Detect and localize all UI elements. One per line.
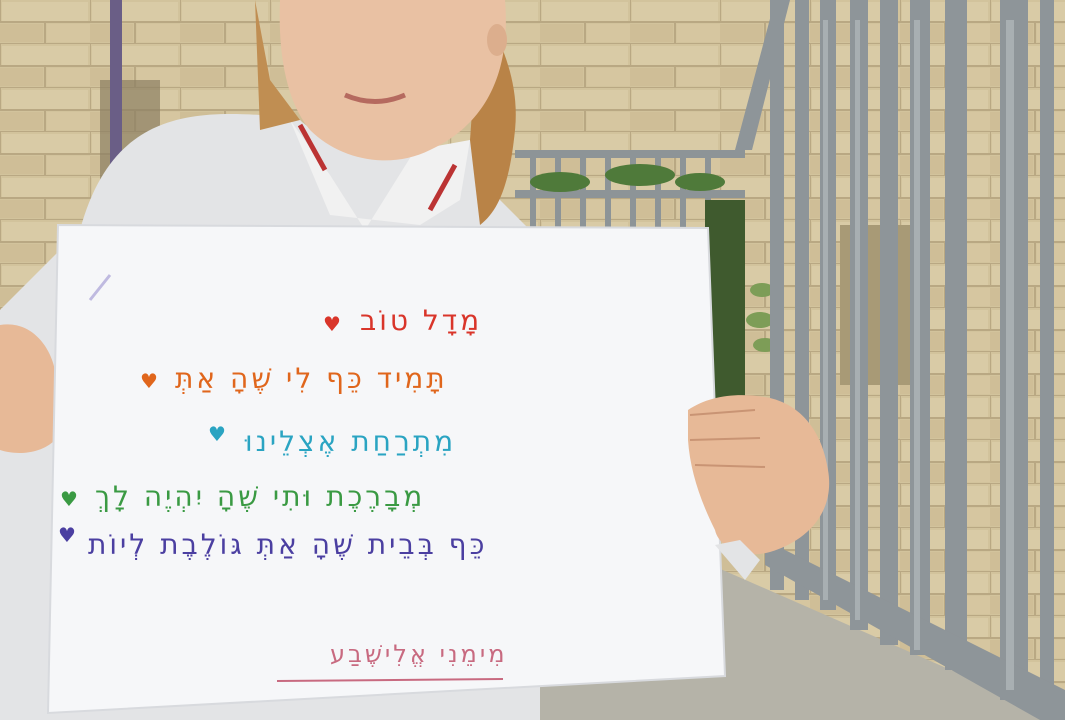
heart-icon: ♥ bbox=[323, 312, 341, 336]
heart-icon: ♥ bbox=[208, 422, 226, 446]
signature: מִימֵנִי אֱלִישֶׁבַע bbox=[330, 640, 508, 668]
heart-icon: ♥ bbox=[58, 523, 76, 547]
sign-line: תָּמִיד כֵּף לִי שֶׁהָ אַתְּ bbox=[175, 362, 448, 395]
signature-underline bbox=[275, 675, 505, 687]
heart-icon: ♥ bbox=[60, 487, 78, 511]
sign-line: מְבָרֶכֶת וּתִי שֶׁהָ יִהְיֶה לָךְ bbox=[95, 480, 426, 513]
sign-line: כֵּף בְּבֵית שֶׁהָ אַתְּ גּוֹלֶבֶת לְיוֹת bbox=[88, 528, 488, 561]
sign-line: מָדָל טוֹב bbox=[360, 304, 483, 337]
sign-line: מִתְרַחַת אֶצְלֵינוּ bbox=[245, 425, 457, 458]
heart-icon: ♥ bbox=[140, 369, 158, 393]
